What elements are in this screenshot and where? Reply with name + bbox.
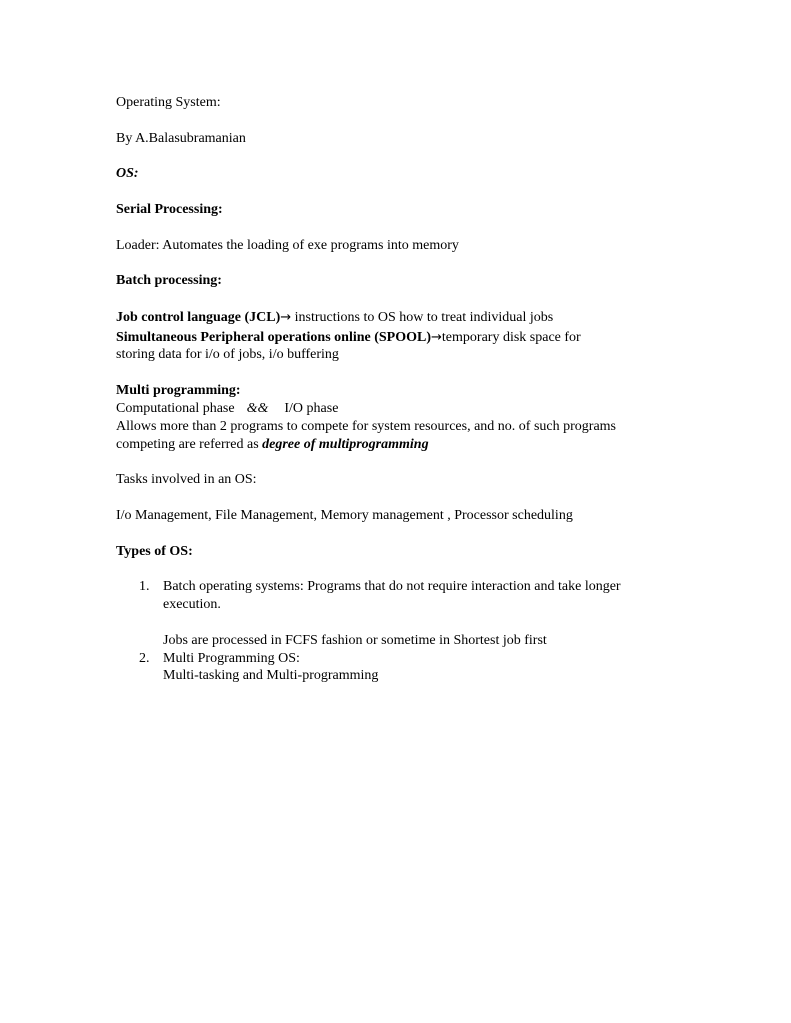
- phase-right: I/O phase: [284, 401, 339, 416]
- allows-line: Allows more than 2 programs to compete for system resources, and no. of such programs: [116, 419, 616, 434]
- list-number: 1.: [139, 579, 150, 594]
- list-item-line: execution.: [163, 597, 221, 612]
- spool-description-continued: storing data for i/o of jobs, i/o buffering: [116, 347, 339, 362]
- multi-programming-heading: Multi programming:: [116, 383, 241, 398]
- jcl-description: instructions to OS how to treat individual jobs: [291, 310, 554, 325]
- list-item-line: Multi-tasking and Multi-programming: [163, 668, 379, 683]
- jcl-line: [116, 309, 553, 326]
- competing-line: [116, 436, 429, 453]
- os-heading: OS:: [116, 166, 139, 181]
- list-number: 2.: [139, 651, 150, 666]
- list-item-line: Multi Programming OS:: [163, 651, 300, 666]
- spool-term: Simultaneous Peripheral operations online (SPOOL): [116, 330, 432, 345]
- phase-line: [116, 400, 338, 417]
- competing-prefix: competing are referred as: [116, 437, 263, 452]
- doc-author: By A.Balasubramanian: [116, 131, 246, 146]
- degree-term: degree of multiprogramming: [262, 437, 429, 452]
- spool-line: [116, 329, 581, 346]
- loader-line: Loader: Automates the loading of exe programs into memory: [116, 238, 459, 253]
- tasks-line: Tasks involved in an OS:: [116, 472, 257, 487]
- types-of-os-heading: Types of OS:: [116, 544, 193, 559]
- phase-left: Computational phase: [116, 401, 235, 416]
- tasks-list: I/o Management, File Management, Memory management , Processor scheduling: [116, 508, 573, 523]
- arrow-right-icon: →: [431, 330, 442, 345]
- serial-processing-heading: Serial Processing:: [116, 202, 223, 217]
- spool-description: temporary disk space for: [441, 330, 581, 345]
- batch-processing-heading: Batch processing:: [116, 273, 222, 288]
- phase-amp: &&: [246, 401, 269, 416]
- doc-title: Operating System:: [116, 95, 221, 110]
- arrow-right-icon: →: [280, 310, 292, 325]
- jcl-term: Job control language (JCL): [116, 310, 281, 325]
- list-item-line: Batch operating systems: Programs that do not require interaction and take longer: [163, 579, 621, 594]
- list-item-line: Jobs are processed in FCFS fashion or sometime in Shortest job first: [163, 633, 547, 648]
